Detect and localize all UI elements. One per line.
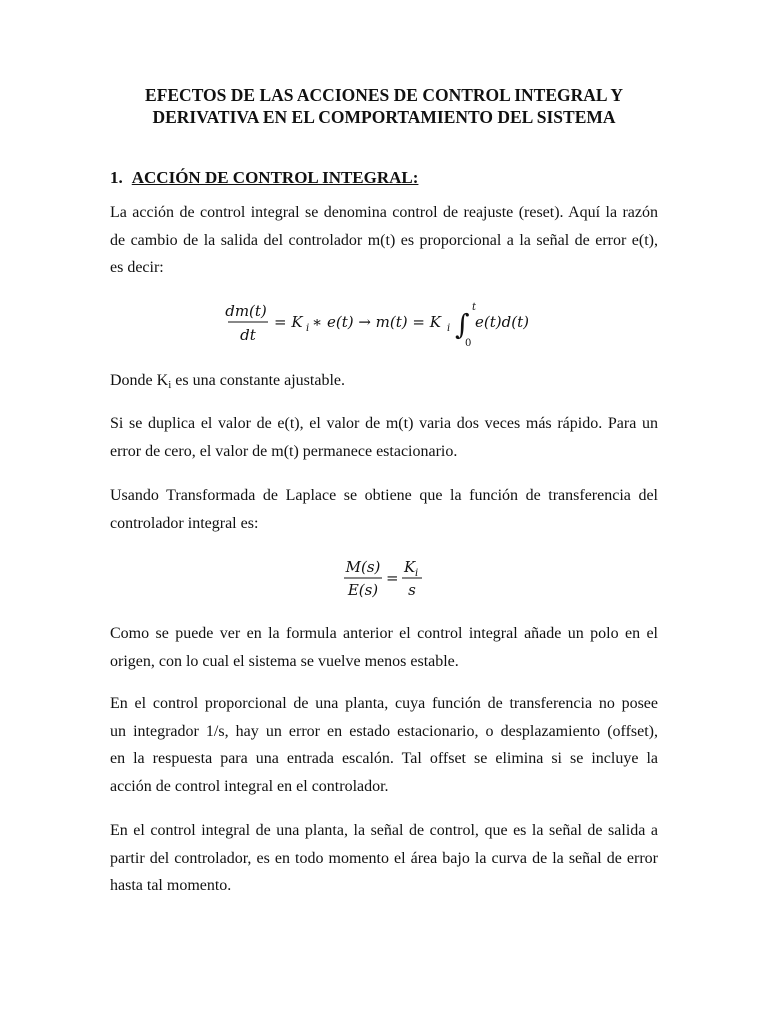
title-line-1: EFECTOS DE LAS ACCIONES DE CONTROL INTEGRAL Y — [145, 85, 623, 105]
section-heading — [110, 167, 418, 189]
paragraph-line: de cambio de la salida del controlador m(t) es proporcional a la señal de error e(t), — [110, 231, 658, 249]
equation-integral-control — [220, 296, 550, 354]
eq2-left-numerator: M(s) — [345, 558, 381, 576]
eq1-denominator: dt — [240, 326, 256, 344]
paragraph-line: en la respuesta para una entrada escalón. Tal offset se elimina si se incluye la — [110, 750, 658, 767]
eq2-right-numerator: K — [404, 558, 416, 576]
paragraph-line: un integrador 1/s, hay un error en estado estacionario, o desplazamiento (offset), — [110, 722, 658, 740]
eq2-left-denominator: E(s) — [347, 581, 379, 599]
eq2-equals: = — [386, 569, 399, 587]
paragraph-line: origen, con lo cual el sistema se vuelve menos estable. — [110, 652, 459, 670]
eq1-integral-sign: ∫ — [455, 308, 470, 341]
paragraph-6 — [110, 690, 658, 800]
eq1-lower-limit: 0 — [465, 338, 472, 349]
eq1-mid: ∗ e(t) → m(t) = K — [312, 313, 441, 331]
paragraph-line: acción de control integral en el controlador. — [110, 777, 389, 795]
paragraph-1 — [110, 199, 658, 282]
p2-prefix: Donde K — [110, 372, 169, 389]
paragraph-line: hasta tal momento. — [110, 877, 232, 894]
paragraph-5 — [110, 620, 658, 675]
eq1-numerator: dm(t) — [225, 302, 267, 320]
eq1-integrand: e(t)d(t) — [475, 313, 529, 331]
section-number: 1. — [110, 168, 123, 187]
paragraph-line: es decir: — [110, 259, 164, 276]
p2-subscript: i — [168, 379, 172, 391]
eq2-right-denominator: s — [408, 581, 416, 599]
eq2-right-numerator-sub: i — [415, 568, 419, 579]
paragraph-line: En el control integral de una planta, la señal de control, que es la señal de salida a — [110, 822, 658, 839]
paragraph-line: En el control proporcional de una planta, cuya función de transferencia no posee — [110, 695, 658, 712]
paragraph-line: partir del controlador, es en todo momento el área bajo la curva de la señal de error — [110, 849, 658, 867]
paragraph-line: Si se duplica el valor de e(t), el valor de m(t) varia dos veces más rápido. Para un — [110, 415, 658, 432]
title-line-2: DERIVATIVA EN EL COMPORTAMIENTO DEL SISTEMA — [152, 107, 616, 127]
paragraph-line: Como se puede ver en la formula anterior el control integral añade un polo en el — [110, 625, 658, 642]
eq1-ki-sub-2: i — [447, 323, 451, 334]
p2-suffix: es una constante ajustable. — [171, 372, 345, 389]
eq1-upper-limit: t — [472, 302, 477, 313]
section-title: ACCIÓN DE CONTROL INTEGRAL: — [131, 168, 419, 187]
paragraph-3 — [110, 410, 658, 465]
eq1-ki-sub: i — [306, 323, 310, 334]
equation-transfer-function — [340, 555, 430, 605]
paragraph-line: Usando Transformada de Laplace se obtiene que la función de transferencia del — [110, 487, 658, 504]
paragraph-7 — [110, 817, 658, 900]
paragraph-line: La acción de control integral se denomina control de reajuste (reset). Aquí la razón — [110, 204, 658, 221]
paragraph-line: error de cero, el valor de m(t) permanece estacionario. — [110, 442, 458, 460]
paragraph-2 — [110, 367, 658, 400]
document-title — [60, 84, 708, 128]
paragraph-4 — [110, 482, 658, 537]
eq1-rhs: = K — [274, 313, 303, 331]
paragraph-line: controlador integral es: — [110, 514, 259, 532]
